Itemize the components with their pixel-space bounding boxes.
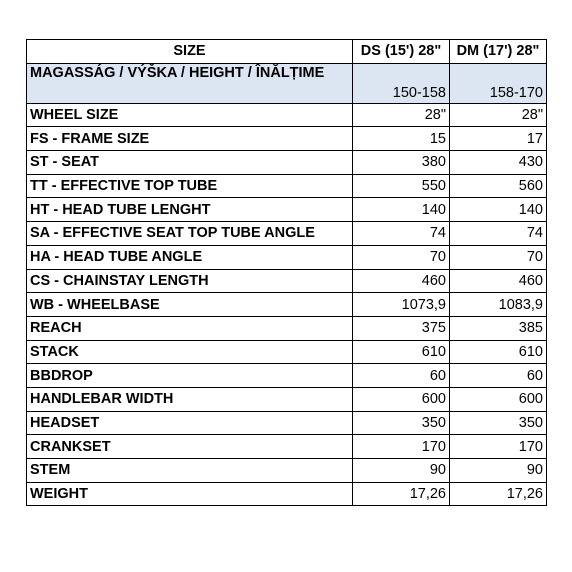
row-label: CRANKSET <box>27 435 353 459</box>
row-value-ds: 600 <box>353 387 450 411</box>
rider-height-dm: 158-170 <box>450 63 547 103</box>
row-value-dm: 1083,9 <box>450 293 547 317</box>
row-value-ds: 610 <box>353 340 450 364</box>
row-label: HANDLEBAR WIDTH <box>27 387 353 411</box>
table-row <box>27 245 547 269</box>
row-value-dm: 430 <box>450 151 547 175</box>
row-label: TT - EFFECTIVE TOP TUBE <box>27 174 353 198</box>
row-value-ds: 460 <box>353 269 450 293</box>
row-value-dm: 90 <box>450 459 547 483</box>
rider-height-row <box>27 63 547 103</box>
row-value-dm: 610 <box>450 340 547 364</box>
row-value-ds: 15 <box>353 127 450 151</box>
row-label: REACH <box>27 316 353 340</box>
row-value-dm: 70 <box>450 245 547 269</box>
row-value-dm: 140 <box>450 198 547 222</box>
row-label: STACK <box>27 340 353 364</box>
rider-height-label: MAGASSÁG / VÝŠKA / HEIGHT / ÎNĂLȚIME <box>27 63 353 103</box>
row-label: HT - HEAD TUBE LENGHT <box>27 198 353 222</box>
table-row <box>27 364 547 388</box>
row-value-ds: 375 <box>353 316 450 340</box>
row-label: ST - SEAT <box>27 151 353 175</box>
header-column-dm: DM (17') 28" <box>450 40 547 64</box>
row-label: WEIGHT <box>27 482 353 506</box>
row-label: CS - CHAINSTAY LENGTH <box>27 269 353 293</box>
row-value-ds: 17,26 <box>353 482 450 506</box>
row-value-dm: 170 <box>450 435 547 459</box>
table-row <box>27 127 547 151</box>
row-label: WHEEL SIZE <box>27 103 353 127</box>
row-value-dm: 600 <box>450 387 547 411</box>
row-value-dm: 28" <box>450 103 547 127</box>
row-value-dm: 560 <box>450 174 547 198</box>
row-value-ds: 380 <box>353 151 450 175</box>
rider-height-ds: 150-158 <box>353 63 450 103</box>
row-label: FS - FRAME SIZE <box>27 127 353 151</box>
row-value-dm: 60 <box>450 364 547 388</box>
row-value-ds: 170 <box>353 435 450 459</box>
row-value-ds: 1073,9 <box>353 293 450 317</box>
table-row <box>27 340 547 364</box>
table-row <box>27 459 547 483</box>
row-label: BBDROP <box>27 364 353 388</box>
table-row <box>27 151 547 175</box>
row-value-dm: 460 <box>450 269 547 293</box>
row-value-dm: 17,26 <box>450 482 547 506</box>
row-value-ds: 70 <box>353 245 450 269</box>
row-label: HA - HEAD TUBE ANGLE <box>27 245 353 269</box>
table-row <box>27 222 547 246</box>
table-row <box>27 269 547 293</box>
row-label: HEADSET <box>27 411 353 435</box>
table-row <box>27 293 547 317</box>
table-row <box>27 411 547 435</box>
row-value-dm: 385 <box>450 316 547 340</box>
table-body <box>27 63 547 506</box>
row-value-ds: 60 <box>353 364 450 388</box>
table-row <box>27 316 547 340</box>
table-row <box>27 482 547 506</box>
header-column-ds: DS (15') 28" <box>353 40 450 64</box>
table-row <box>27 103 547 127</box>
row-value-ds: 350 <box>353 411 450 435</box>
table-row <box>27 387 547 411</box>
row-label: STEM <box>27 459 353 483</box>
row-value-dm: 17 <box>450 127 547 151</box>
table-row <box>27 435 547 459</box>
row-value-ds: 550 <box>353 174 450 198</box>
row-value-ds: 140 <box>353 198 450 222</box>
table-row <box>27 198 547 222</box>
row-label: SA - EFFECTIVE SEAT TOP TUBE ANGLE <box>27 222 353 246</box>
row-value-ds: 28" <box>353 103 450 127</box>
header-size-label: SIZE <box>27 40 353 64</box>
row-value-dm: 74 <box>450 222 547 246</box>
geometry-size-table <box>26 39 547 506</box>
table-row <box>27 174 547 198</box>
row-value-ds: 90 <box>353 459 450 483</box>
table-header-row <box>27 40 547 64</box>
row-value-dm: 350 <box>450 411 547 435</box>
row-value-ds: 74 <box>353 222 450 246</box>
row-label: WB - WHEELBASE <box>27 293 353 317</box>
